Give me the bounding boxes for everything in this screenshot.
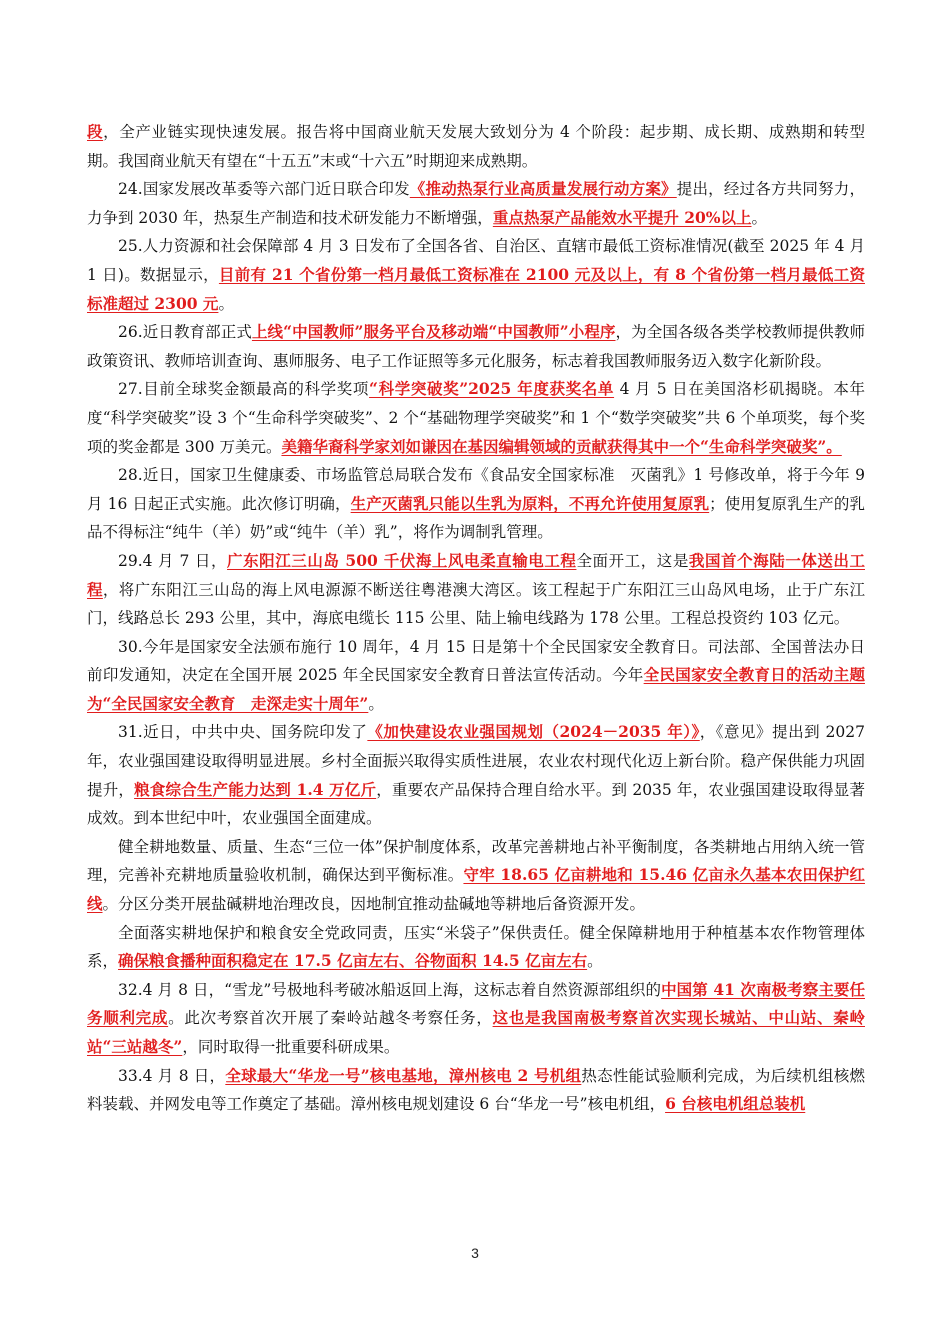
paragraph-item-30 [87, 633, 865, 719]
body-text: 热态性能试验顺利完成，为后续机组核燃料装载、并网发电等工作奠定了基础。漳州核电规划建设 6 台“华龙一号”核电机组， [87, 1066, 865, 1114]
paragraph-item-31-grain [87, 919, 865, 976]
body-text: ，将广东阳江三山岛的海上风电源源不断送往粤港澳大湾区。该工程起于广东阳江三山岛风电场，止于广东江门，线路总长 293 公里，其中，海底电缆长 115 公里、陆上输电线路为 178 公里。工程总投资约 103 亿元。 [87, 580, 865, 628]
paragraph-item-27 [87, 375, 865, 461]
highlighted-text: 全民国家安全教育日的活动主题为“全民国家安全教育 走深走实十周年” [87, 665, 865, 713]
highlighted-text: 上线“中国教师”服务平台及移动端“中国教师”小程序 [251, 322, 616, 342]
paragraph-item-31 [87, 718, 865, 832]
body-text: 30.今年是国家安全法颁布施行 10 周年，4 月 15 日是第十个全民国家安全教育日。司法部、全国普法办日前印发通知，决定在全国开展 2025 年全民国家安全教育日普法宣传活动。今年 [87, 637, 865, 685]
body-text: 24.国家发展改革委等六部门近日联合印发 [118, 180, 410, 199]
paragraph-item-24 [87, 175, 865, 232]
body-text: 。 [368, 694, 384, 713]
paragraph-item-33 [87, 1062, 865, 1119]
body-text: 31.近日，中共中央、国务院印发了 [118, 723, 368, 742]
paragraph-item-29 [87, 547, 865, 633]
paragraph-item-25 [87, 232, 865, 318]
highlighted-text: 段 [87, 122, 104, 141]
body-text: 32.4 月 8 日，“雪龙”号极地科考破冰船返回上海，这标志着自然资源部组织的 [118, 980, 662, 999]
body-text: 。 [218, 294, 234, 313]
body-text: 全面落实耕地保护和粮食安全党政同责，压实“米袋子”保供责任。健全保障耕地用于种植基本农作物管理体系， [87, 923, 865, 971]
highlighted-text: 中国第 41 次南极考察主要任务顺利完成 [87, 979, 865, 1028]
body-text: 提出，经过各方共同努力，力争到 2030 年，热泵生产制造和技术研发能力不断增强， [87, 180, 865, 227]
body-text: 29.4 月 7 日， [118, 551, 228, 570]
body-text: 28.近日，国家卫生健康委、市场监管总局联合发布《食品安全国家标准 灭菌乳》1 号修改单，将于今年 9 月 16 日起正式实施。此次修订明确， [87, 466, 865, 513]
paragraph-item-32 [87, 976, 865, 1062]
highlighted-text: 《推动热泵行业高质量发展行动方案》 [409, 179, 677, 199]
body-text: 健全耕地数量、质量、生态“三位一体”保护制度体系，改革完善耕地占补平衡制度，各类耕地占用纳入统一管理，完善补充耕地质量验收机制，确保达到平衡标准。 [87, 837, 865, 885]
body-text: 25.人力资源和社会保障部 4 月 3 日发布了全国各省、自治区、直辖市最低工资标准情况(截至 2025 年 4 月 1 日)。数据显示， [87, 237, 865, 284]
body-text: ，重要农产品保持合理自给水平。到 2035 年，农业强国建设取得显著成效。到本世纪中叶，农业强国全面建成。 [87, 780, 865, 828]
highlighted-text: 生产灭菌乳只能以生乳为原料，不再允许使用复原乳 [350, 493, 710, 513]
body-text: 26.近日教育部正式 [118, 323, 252, 342]
highlighted-text: 目前有 21 个省份第一档月最低工资标准在 2100 元及以上，有 8 个省份第一档月最低工资标准超过 2300 元 [87, 264, 865, 313]
highlighted-text: 广东阳江三山岛 500 千伏海上风电柔直输电工程 [227, 550, 577, 570]
highlighted-text: “科学突破奖”2025 年度获奖名单 [369, 379, 615, 399]
highlighted-text: 6 台核电机组总装机 [665, 1094, 806, 1114]
highlighted-text: 确保粮食播种面积稳定在 17.5 亿亩左右、谷物面积 14.5 亿亩左右 [118, 951, 588, 971]
highlighted-text: 粮食综合生产能力达到 1.4 万亿斤 [134, 779, 377, 799]
body-text: 27.目前全球奖金额最高的科学奖项 [118, 380, 370, 399]
body-text: 。 [751, 208, 768, 227]
body-text: ，为全国各级各类学校教师提供教师政策资讯、教师培训查询、惠师服务、电子工作证照等多元化服务，标志着我国教师服务迈入数字化新阶段。 [87, 323, 865, 370]
body-text: 全面开工，这是 [576, 551, 689, 570]
body-text: ，全产业链实现快速发展。报告将中国商业航天发展大致划分为 4 个阶段：起步期、成长期、成熟期和转型期。我国商业航天有望在“十五五”末或“十六五”时期迎来成熟期。 [87, 123, 865, 170]
body-text: ，同时取得一批重要科研成果。 [182, 1038, 400, 1056]
page-number: 3 [471, 1245, 479, 1261]
highlighted-text: 全球最大“华龙一号”核电基地，漳州核电 2 号机组 [225, 1065, 582, 1085]
body-text: 33.4 月 8 日， [118, 1066, 226, 1085]
highlighted-text: 重点热泵产品能效水平提升 20%以上 [492, 207, 752, 227]
highlighted-text: 《加快建设农业强国规划（2024－2035 年）》 [367, 722, 700, 742]
paragraph-continuation [87, 118, 865, 175]
body-text: ；使用复原乳生产的乳品不得标注“纯牛（羊）奶”或“纯牛（羊）乳”，将作为调制乳管理。 [87, 494, 865, 542]
body-text: 。分区分类开展盐碱耕地治理改良，因地制宜推动盐碱地等耕地后备资源开发。 [102, 895, 646, 914]
highlighted-text: 我国首个海陆一体送出工程 [87, 550, 865, 599]
body-text: 。此次考察首次开展了秦岭站越冬考察任务， [168, 1009, 493, 1028]
highlighted-text: 美籍华裔科学家刘如谦因在基因编辑领域的贡献获得其中一个“生命科学突破奖”。 [281, 436, 842, 456]
document-page [87, 118, 865, 1119]
paragraph-item-28 [87, 461, 865, 547]
paragraph-item-31-farmland [87, 833, 865, 919]
paragraph-item-26 [87, 318, 865, 375]
body-text: ，《意见》提出到 2027 年，农业强国建设取得明显进展。乡村全面振兴取得实质性进展，农业农村现代化迈上新台阶。稳产保供能力巩固提升， [87, 723, 865, 799]
body-text: 4 月 5 日在美国洛杉矶揭晓。本年度“科学突破奖”设 3 个“生命科学突破奖”、2 个“基础物理学突破奖”和 1 个“数学突破奖”共 6 个单项奖，每个奖项的奖金都是 300 万美元。 [87, 380, 866, 456]
body-text: 。 [587, 952, 603, 971]
highlighted-text: 这也是我国南极考察首次实现长城站、中山站、秦岭站“三站越冬” [87, 1008, 865, 1056]
highlighted-text: 守牢 18.65 亿亩耕地和 15.46 亿亩永久基本农田保护红线 [87, 865, 865, 914]
